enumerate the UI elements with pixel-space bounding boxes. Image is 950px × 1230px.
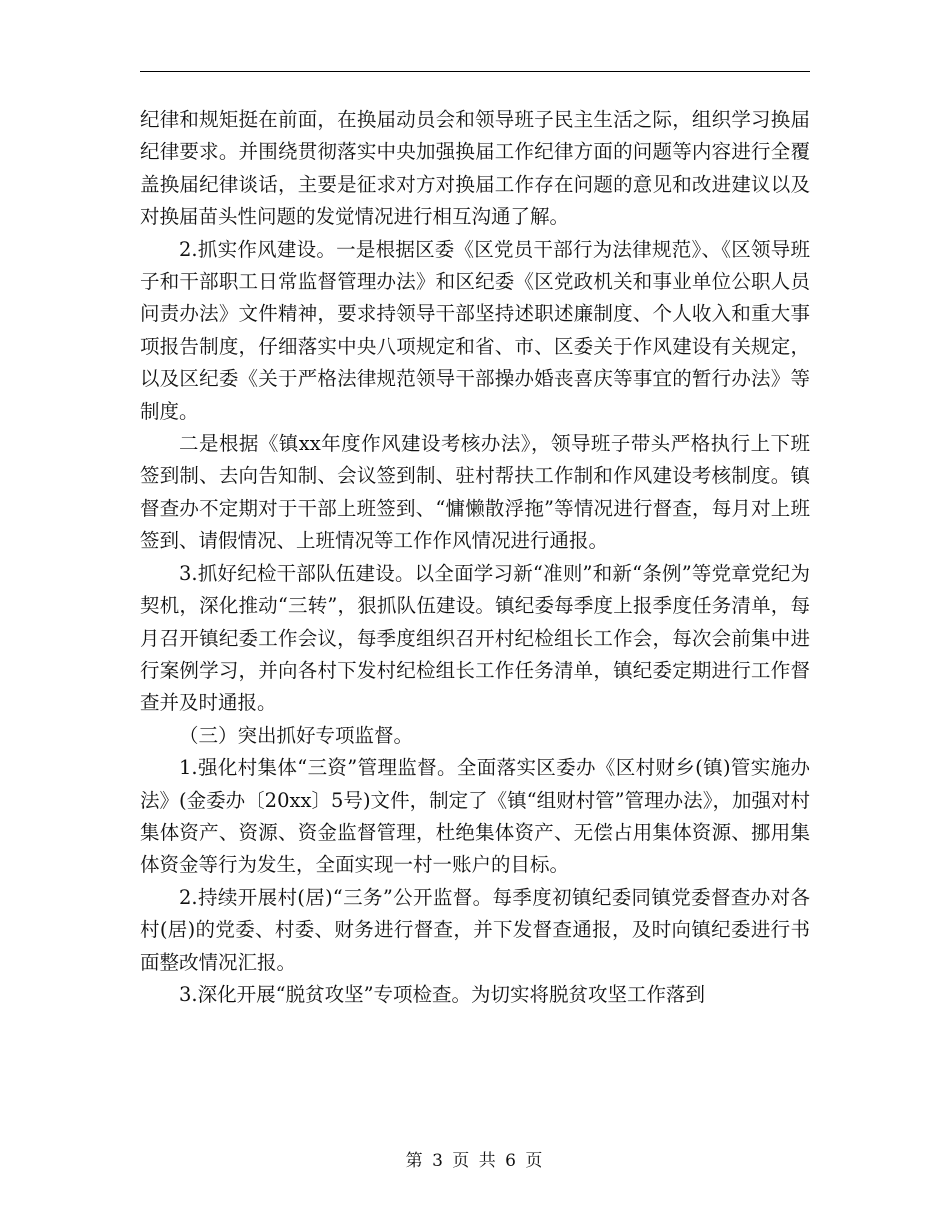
header-rule [140,71,810,72]
paragraph-7: 3.深化开展“脱贫攻坚”专项检查。为切实将脱贫攻坚工作落到 [179,982,706,1006]
section-heading: （三）突出抓好专项监督。 [179,723,414,747]
paragraph-6: 2.持续开展村(居)“三务”公开监督。每季度初镇纪委同镇党委督查办对各村(居)的党委、村委、财务进行督查，并下发督查通报，及时向镇纪委进行书面整改情况汇报。 [140,885,810,974]
paragraph-3: 二是根据《镇xx年度作风建设考核办法》，领导班子带头严格执行上下班签到制、去向告知制、会议签到制、驻村帮扶工作制和作风建设考核制度。镇督查办不定期对于干部上班签到、“慵懒散浮拖”等情况进行督查，每月对上班签到、请假情况、上班情况等工作作风情况进行通报。 [140,432,810,553]
paragraph-4: 3.抓好纪检干部队伍建设。以全面学习新“准则”和新“条例”等党章党纪为契机，深化推动“三转”，狠抓队伍建设。镇纪委每季度上报季度任务清单，每月召开镇纪委工作会议，每季度组织召开村纪检组长工作会，每次会前集中进行案例学习，并向各村下发村纪检组长工作任务清单，镇纪委定期进行工作督查并及时通报。 [140,561,810,715]
paragraph-5: 1.强化村集体“三资”管理监督。全面落实区委办《区村财乡(镇)管实施办法》(金委办〔20xx〕5号)文件，制定了《镇“组财村管”管理办法》，加强对村集体资产、资源、资金监督管理，杜绝集体资产、无偿占用集体资源、挪用集体资金等行为发生，全面实现一村一账户的目标。 [140,756,810,877]
document-body [140,104,810,1011]
paragraph-2: 2.抓实作风建设。一是根据区委《区党员干部行为法律规范》、《区领导班子和干部职工日常监督管理办法》和区纪委《区党政机关和事业单位公职人员问责办法》文件精神，要求持领导干部坚持述职述廉制度、个人收入和重大事项报告制度，仔细落实中央八项规定和省、市、区委关于作风建设有关规定，以及区纪委《关于严格法律规范领导干部操办婚丧喜庆等事宜的暂行办法》等制度。 [140,237,810,423]
paragraph-1: 纪律和规矩挺在前面，在换届动员会和领导班子民主生活之际，组织学习换届纪律要求。并围绕贯彻落实中央加强换届工作纪律方面的问题等内容进行全覆盖换届纪律谈话，主要是征求对方对换届工作存在问题的意见和改进建议以及对换届苗头性问题的发觉情况进行相互沟通了解。 [140,108,810,229]
page-number: 第 3 页 共 6 页 [405,1151,545,1171]
